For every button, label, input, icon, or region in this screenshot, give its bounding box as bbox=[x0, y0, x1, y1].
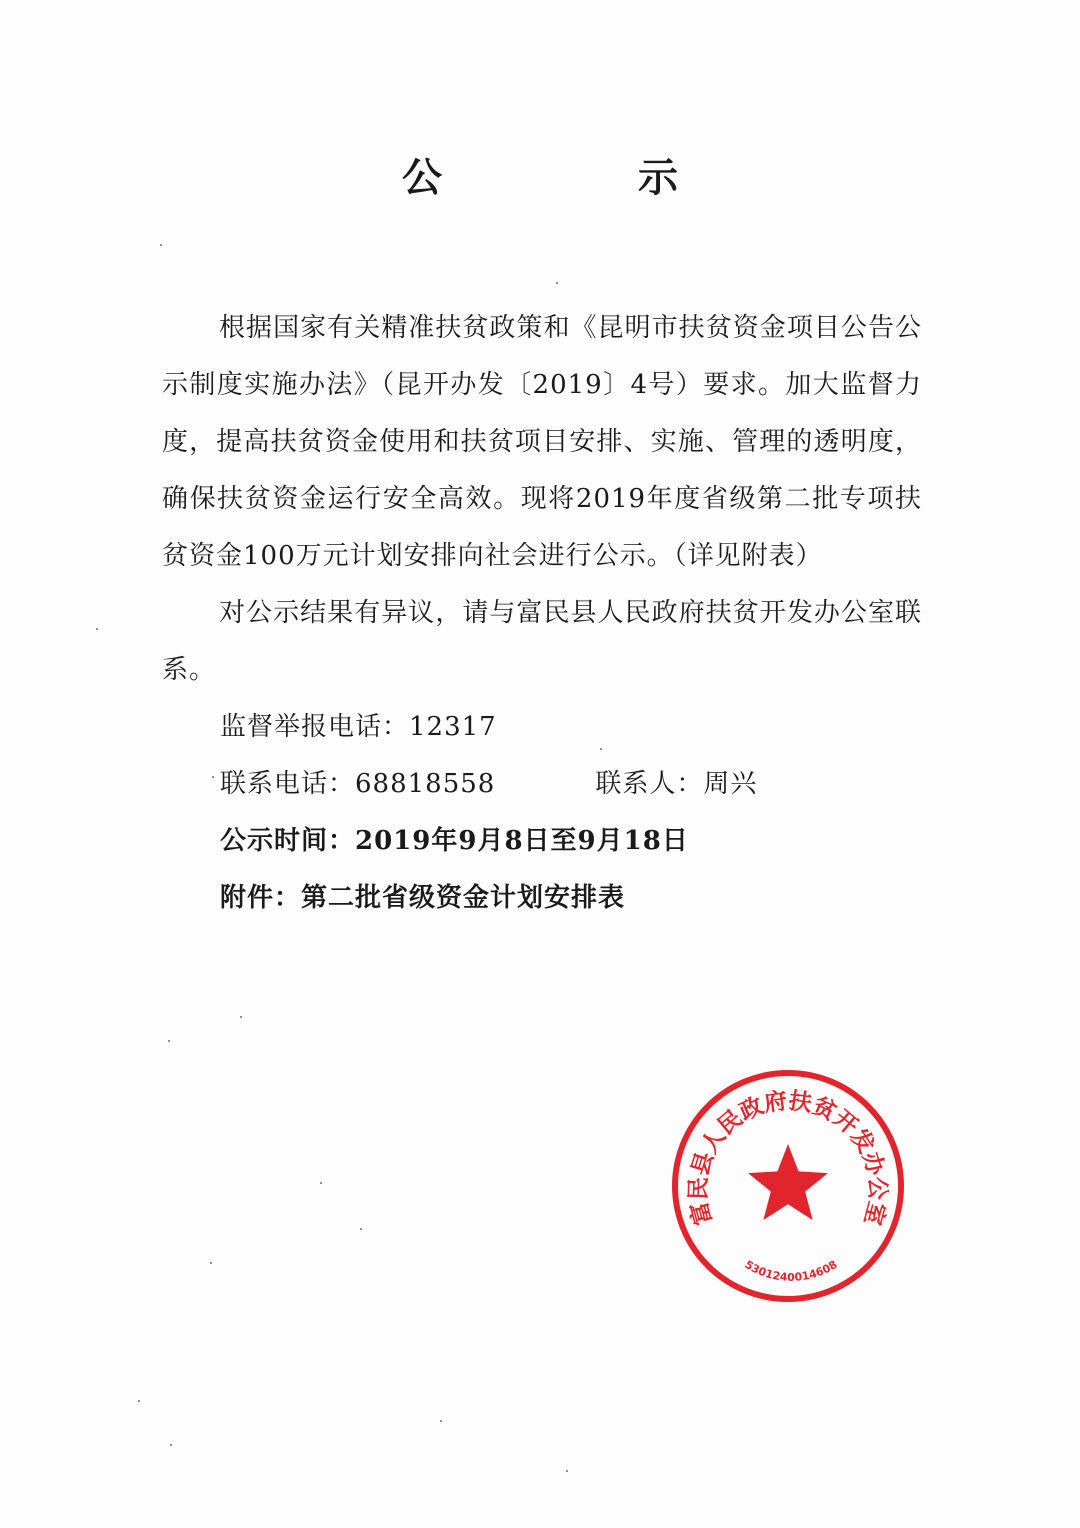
scan-speck bbox=[440, 1420, 442, 1422]
scan-speck bbox=[138, 1400, 140, 1402]
report-phone-line: 监督举报电话：12317 bbox=[220, 712, 497, 742]
scan-speck bbox=[360, 1228, 362, 1230]
notice-body bbox=[162, 300, 922, 927]
page-title: 公 示 bbox=[402, 155, 756, 201]
official-seal bbox=[668, 1066, 908, 1306]
contact-person: 联系人：周兴 bbox=[595, 769, 758, 799]
scan-speck bbox=[168, 1040, 170, 1042]
scan-speck bbox=[170, 1444, 172, 1446]
scan-speck bbox=[96, 628, 98, 630]
notice-paragraph-objection: 对公示结果有异议，请与富民县人民政府扶贫开发办公室联系。 bbox=[162, 598, 922, 685]
scan-speck bbox=[212, 776, 214, 778]
scan-speck bbox=[210, 1262, 212, 1264]
scan-speck bbox=[320, 1182, 322, 1184]
contact-line bbox=[162, 756, 922, 813]
scan-speck bbox=[160, 244, 162, 246]
seal-star-icon bbox=[748, 1144, 828, 1220]
notice-period-line: 公示时间：2019年9月8日至9月18日 bbox=[220, 826, 689, 856]
scan-speck bbox=[566, 1470, 568, 1472]
seal-code: 5301240014608 bbox=[742, 1257, 840, 1284]
seal-text: 富民县人民政府扶贫开发办公室 bbox=[685, 1088, 891, 1228]
attachment-line: 附件：第二批省级资金计划安排表 bbox=[220, 883, 626, 913]
scan-speck bbox=[556, 282, 558, 284]
scan-speck bbox=[600, 748, 602, 750]
contact-phone: 联系电话：68818558 bbox=[220, 769, 496, 799]
notice-paragraph-main: 根据国家有关精准扶贫政策和《昆明市扶贫资金项目公告公示制度实施办法》（昆开办发〔2019〕4号）要求。加大监督力度，提高扶贫资金使用和扶贫项目安排、实施、管理的透明度，确保扶贫资金运行安全高效。现将2019年度省级第二批专项扶贫资金100万元计划安排向社会进行公示。（详见附表） bbox=[162, 313, 922, 571]
scan-speck bbox=[240, 1016, 242, 1018]
